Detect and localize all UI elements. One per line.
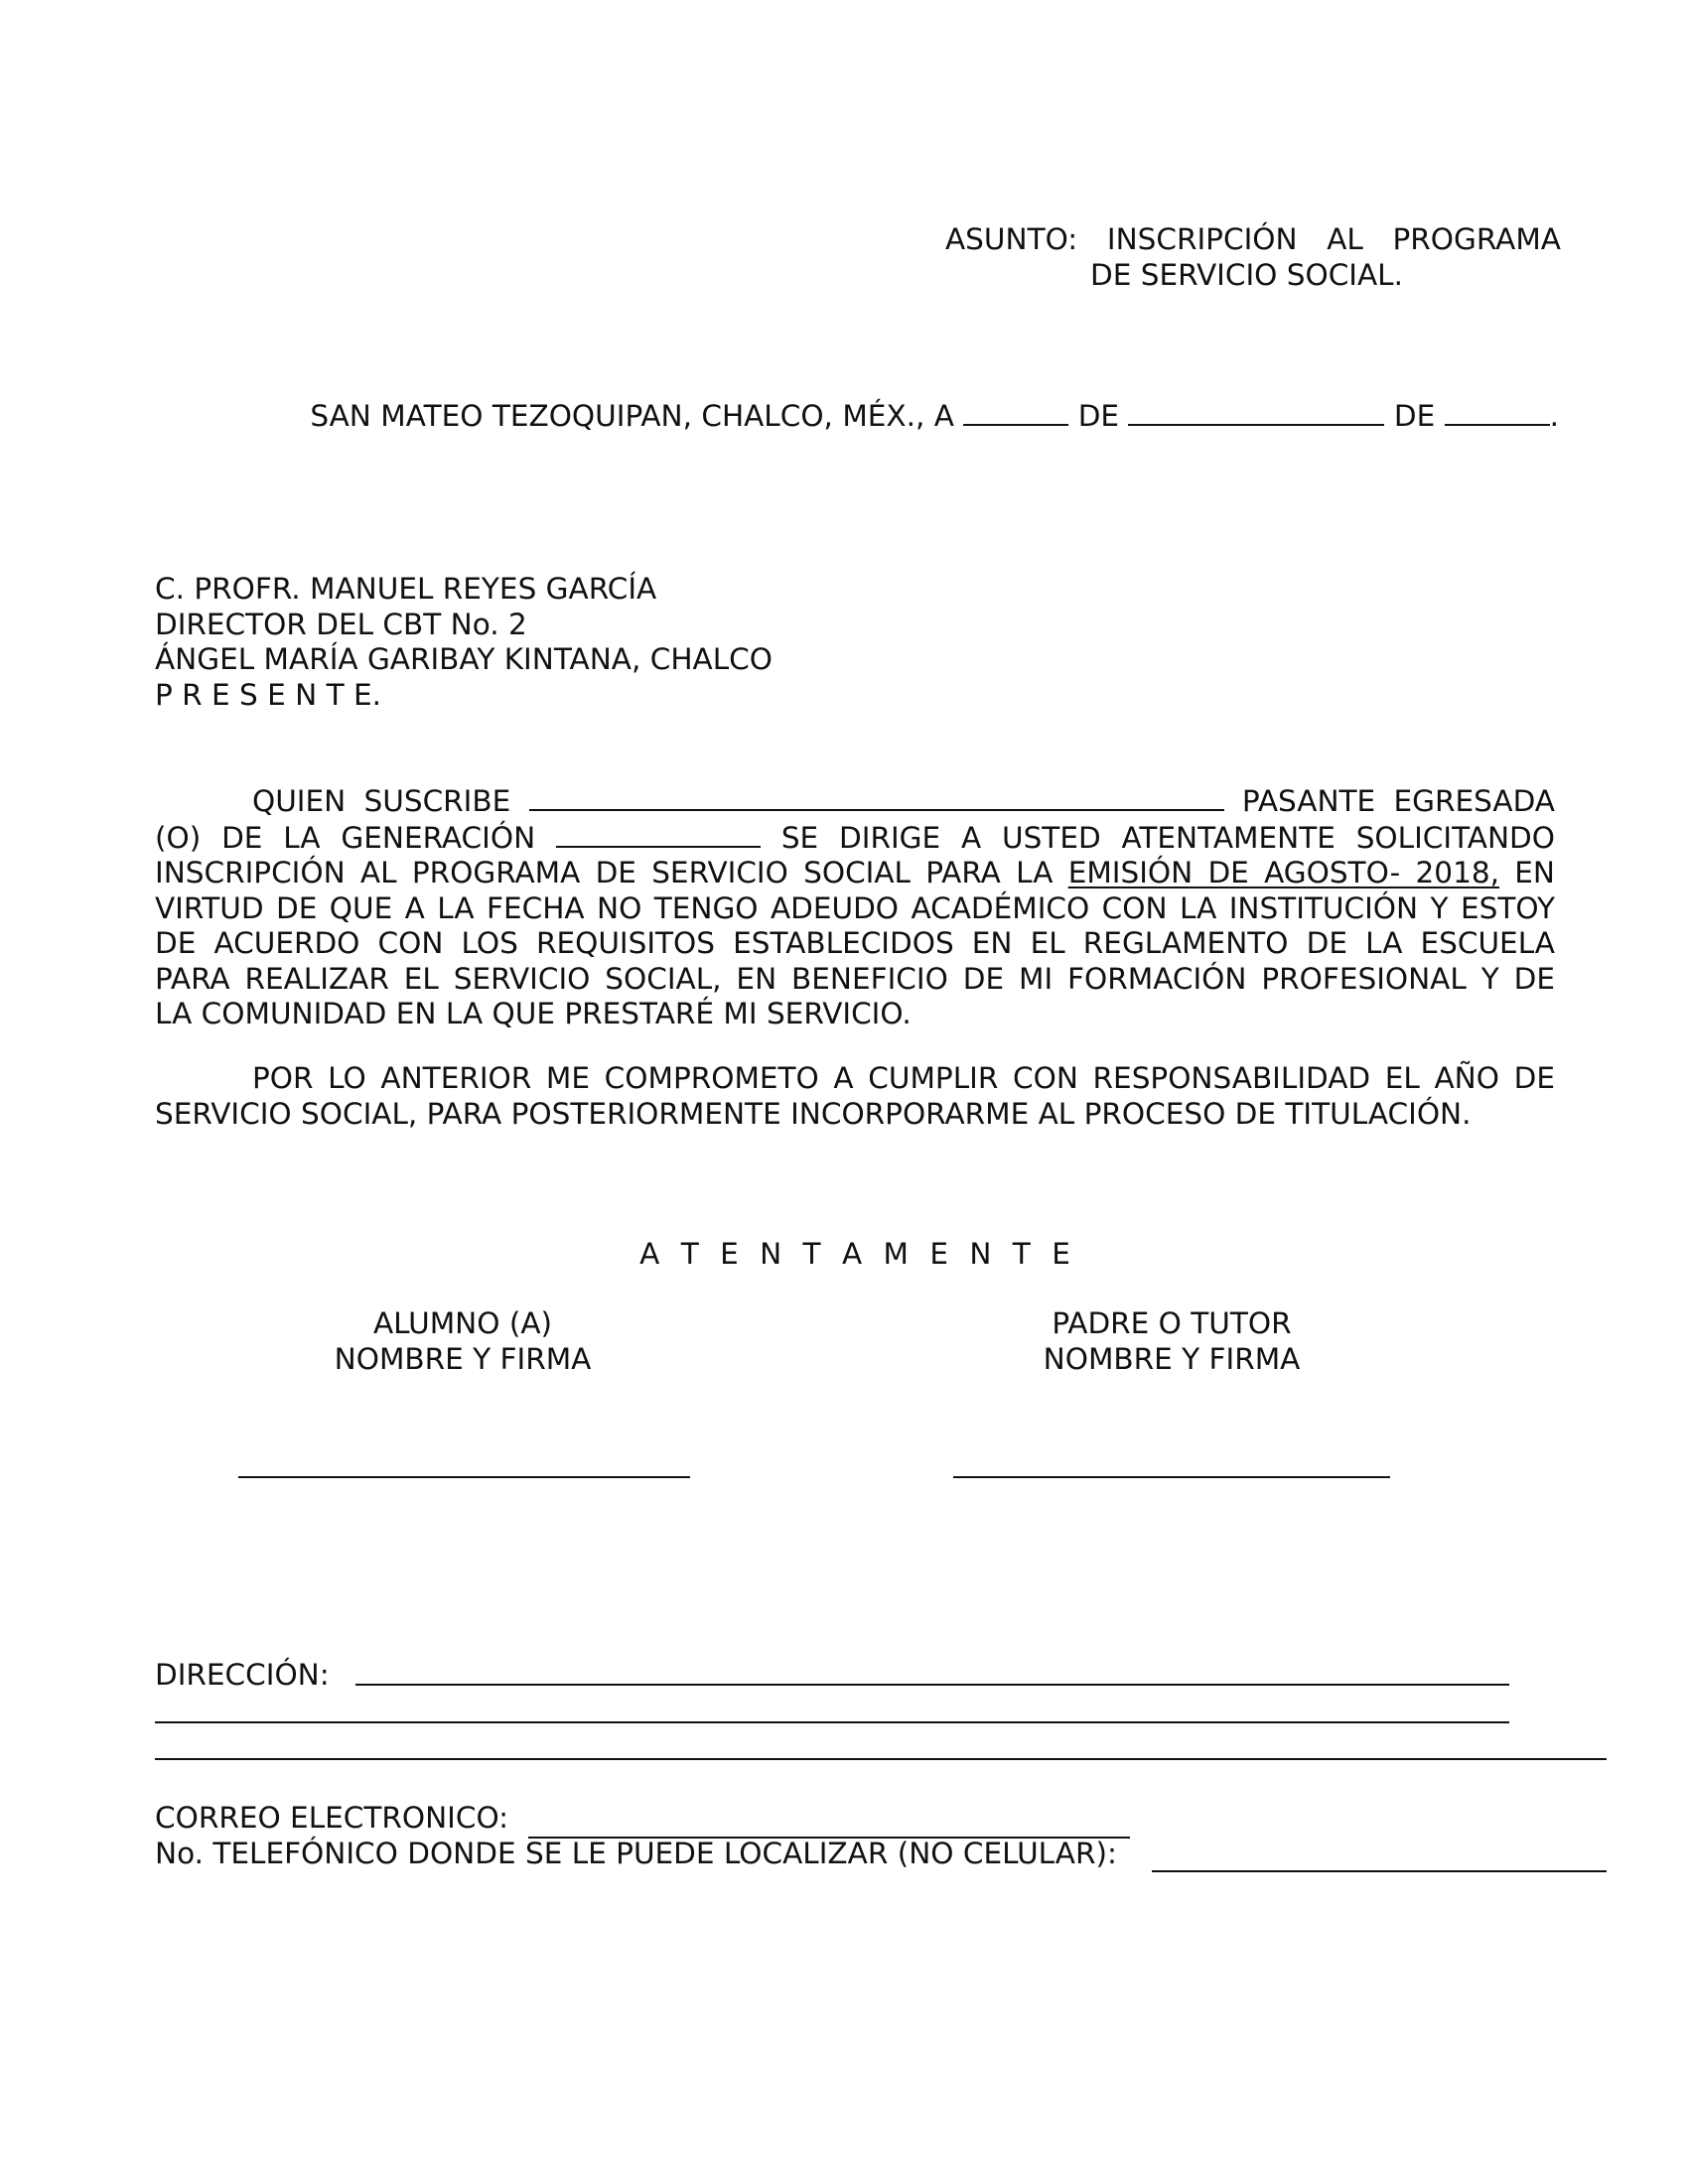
paragraph-line: LA COMUNIDAD EN LA QUE PRESTARÉ MI SERVICIO. [155,997,912,1030]
emission-date: EMISIÓN DE AGOSTO- 2018, [1067,856,1499,889]
recipient-title: DIRECTOR DEL CBT No. 2 [155,607,527,641]
generacion-label: (O) DE LA GENERACIÓN [155,820,536,855]
paragraph-text: INSCRIPCIÓN AL PROGRAMA DE SERVICIO SOCIAL PARA LA [155,856,1054,889]
paragraph-line: SERVICIO SOCIAL, PARA POSTERIORMENTE INCORPORARME AL PROCESO DE TITULACIÓN. [155,1096,1472,1131]
paragraph-line: DE ACUERDO CON LOS REQUISITOS ESTABLECIDOS EN EL REGLAMENTO DE LA ESCUELA [155,926,1555,960]
guardian-title: PADRE O TUTOR [1052,1306,1292,1340]
commitment-paragraph [155,1061,1555,1132]
paragraph-text: EN [1514,856,1555,889]
guardian-name-sign-label: NOMBRE Y FIRMA [1043,1341,1301,1376]
date-de-2: DE [1393,399,1436,433]
subject-line-1: ASUNTO: INSCRIPCIÓN AL PROGRAMA [945,222,1561,256]
request-paragraph [155,783,1555,1032]
month-blank[interactable] [1128,398,1384,426]
generation-blank[interactable] [556,820,761,848]
address-line-2[interactable] [155,1721,1509,1723]
pasante-label: PASANTE EGRESADA [1241,784,1555,818]
student-name-sign-label: NOMBRE Y FIRMA [334,1341,592,1376]
paragraph-line [155,820,1555,857]
day-blank[interactable] [963,398,1068,426]
guardian-signature-line[interactable] [953,1476,1390,1478]
paragraph-line [155,856,1555,891]
paragraph-line: VIRTUD DE QUE A LA FECHA NO TENGO ADEUDO ACADÉMICO CON LA INSTITUCIÓN Y ESTOY [155,890,1555,925]
year-blank[interactable] [1445,398,1550,426]
subject-line-2: DE SERVICIO SOCIAL. [1090,258,1403,292]
recipient-block [155,572,773,713]
paragraph-line: POR LO ANTERIOR ME COMPROMETO A CUMPLIR CON RESPONSABILIDAD EL AÑO DE [252,1061,1555,1095]
student-signature-header [214,1306,711,1377]
date-place: SAN MATEO TEZOQUIPAN, CHALCO, MÉX., A [310,399,954,433]
recipient-name: C. PROFR. MANUEL REYES GARCÍA [155,572,657,606]
student-name-blank[interactable] [529,783,1224,811]
recipient-school: ÁNGEL MARÍA GARIBAY KINTANA, CHALCO [155,642,773,676]
phone-line[interactable] [1152,1870,1607,1872]
address-label: DIRECCIÓN: [155,1658,330,1692]
address-line-3[interactable] [155,1758,1607,1760]
paragraph-line [155,783,1555,820]
guardian-signature-header [923,1306,1420,1377]
quien-suscribe-label: QUIEN SUSCRIBE [252,784,511,818]
paragraph-line: PARA REALIZAR EL SERVICIO SOCIAL, EN BENEFICIO DE MI FORMACIÓN PROFESIONAL Y DE [155,961,1555,996]
recipient-presente: P R E S E N T E. [155,677,382,712]
student-title: ALUMNO (A) [372,1306,553,1340]
student-signature-line[interactable] [238,1476,690,1478]
date-line [310,398,1559,435]
phone-label: No. TELEFÓNICO DONDE SE LE PUEDE LOCALIZAR (NO CELULAR): [155,1837,1117,1870]
address-line-1[interactable] [355,1684,1509,1686]
date-de-1: DE [1077,399,1120,433]
email-label: CORREO ELECTRONICO: [155,1801,509,1835]
closing-atentamente: A T E N T A M E N T E [639,1237,1076,1271]
dirige-text: SE DIRIGE A USTED ATENTAMENTE SOLICITANDO [780,820,1555,855]
date-end: . [1549,399,1559,433]
